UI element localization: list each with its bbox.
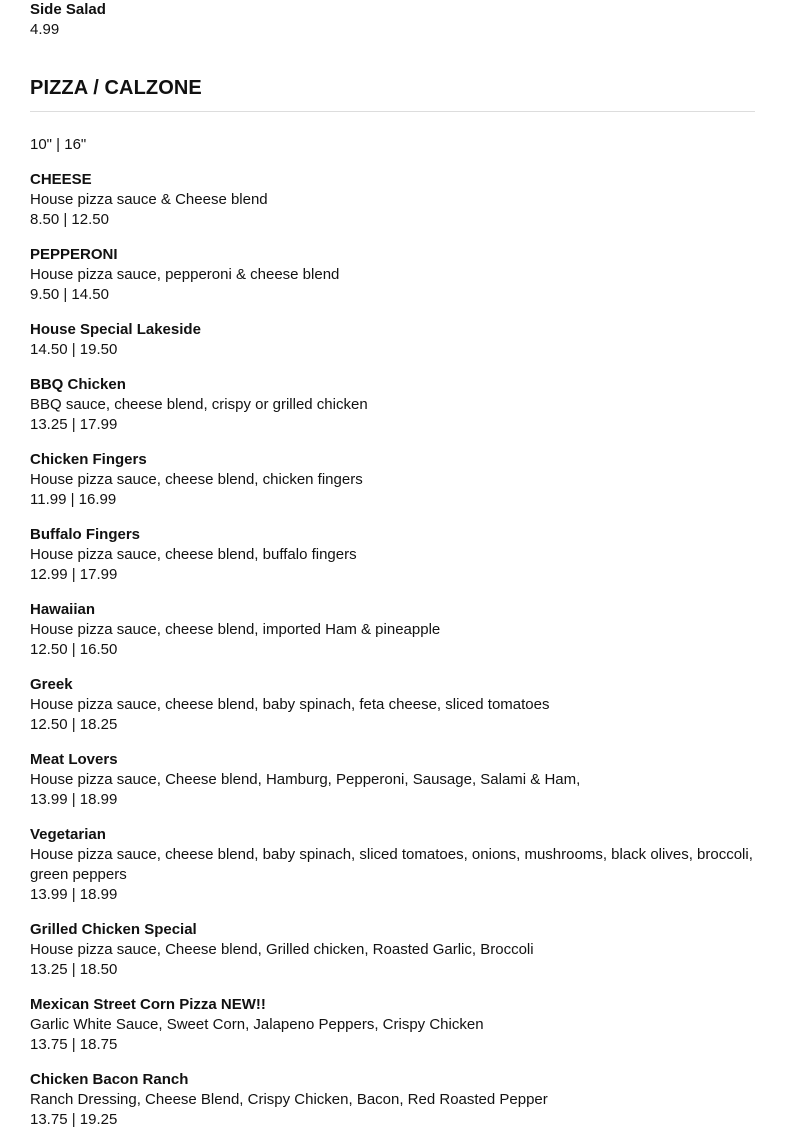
menu-page: [30, 0, 755, 1130]
item-price: 9.50 | 14.50: [30, 286, 109, 303]
item-price: 12.50 | 16.50: [30, 641, 118, 658]
item-name: Chicken Fingers: [30, 451, 147, 468]
item-name: Side Salad: [30, 1, 106, 18]
menu-item-side-salad: [30, 0, 755, 40]
item-description: House pizza sauce, cheese blend, buffalo fingers: [30, 546, 357, 563]
menu-item: [30, 750, 755, 810]
item-name: PEPPERONI: [30, 246, 118, 263]
item-price: 13.99 | 18.99: [30, 886, 118, 903]
item-name: Chicken Bacon Ranch: [30, 1071, 189, 1088]
item-name: House Special Lakeside: [30, 321, 201, 338]
menu-item: [30, 375, 755, 435]
item-price: 14.50 | 19.50: [30, 341, 118, 358]
menu-item: [30, 1070, 755, 1130]
menu-item: [30, 170, 755, 230]
item-price: 4.99: [30, 21, 60, 38]
menu-item: [30, 600, 755, 660]
menu-list: [30, 170, 755, 1130]
item-price: 13.25 | 18.50: [30, 961, 118, 978]
menu-item: [30, 320, 755, 360]
menu-item: [30, 825, 755, 905]
item-name: Grilled Chicken Special: [30, 921, 197, 938]
item-description: House pizza sauce, Cheese blend, Hamburg, Pepperoni, Sausage, Salami & Ham,: [30, 771, 581, 788]
item-description: House pizza sauce, cheese blend, baby spinach, feta cheese, sliced tomatoes: [30, 696, 550, 713]
menu-item: [30, 245, 755, 305]
item-description: House pizza sauce, cheese blend, chicken fingers: [30, 471, 363, 488]
menu-item: [30, 675, 755, 735]
item-name: CHEESE: [30, 171, 92, 188]
menu-item: [30, 920, 755, 980]
item-price: 13.99 | 18.99: [30, 791, 118, 808]
size-legend: 10" | 16": [30, 136, 87, 153]
item-description: Garlic White Sauce, Sweet Corn, Jalapeno Peppers, Crispy Chicken: [30, 1016, 484, 1033]
menu-item: [30, 525, 755, 585]
menu-item: [30, 450, 755, 510]
item-price: 13.75 | 19.25: [30, 1111, 118, 1128]
item-description: House pizza sauce, Cheese blend, Grilled chicken, Roasted Garlic, Broccoli: [30, 941, 534, 958]
item-price: 12.50 | 18.25: [30, 716, 118, 733]
item-name: Buffalo Fingers: [30, 526, 141, 543]
menu-item: [30, 995, 755, 1055]
item-description: House pizza sauce, cheese blend, imported Ham & pineapple: [30, 621, 441, 638]
item-name: BBQ Chicken: [30, 376, 126, 393]
item-description: House pizza sauce, pepperoni & cheese blend: [30, 266, 340, 283]
item-description: House pizza sauce, cheese blend, baby spinach, sliced tomatoes, onions, mushrooms, black olives, broccoli, green peppers: [30, 846, 753, 883]
item-price: 13.25 | 17.99: [30, 416, 118, 433]
item-description: Ranch Dressing, Cheese Blend, Crispy Chicken, Bacon, Red Roasted Pepper: [30, 1091, 548, 1108]
item-name: Vegetarian: [30, 826, 106, 843]
item-price: 8.50 | 12.50: [30, 211, 109, 228]
item-name: Greek: [30, 676, 73, 693]
item-description: House pizza sauce & Cheese blend: [30, 191, 268, 208]
item-price: 12.99 | 17.99: [30, 566, 118, 583]
item-price: 13.75 | 18.75: [30, 1036, 118, 1053]
section-divider: [30, 111, 755, 112]
section-title: PIZZA / CALZONE: [30, 77, 202, 99]
item-name: Meat Lovers: [30, 751, 118, 768]
item-price: 11.99 | 16.99: [30, 491, 117, 508]
item-name: Hawaiian: [30, 601, 96, 618]
item-name: Mexican Street Corn Pizza NEW!!: [30, 996, 266, 1013]
item-description: BBQ sauce, cheese blend, crispy or grilled chicken: [30, 396, 368, 413]
